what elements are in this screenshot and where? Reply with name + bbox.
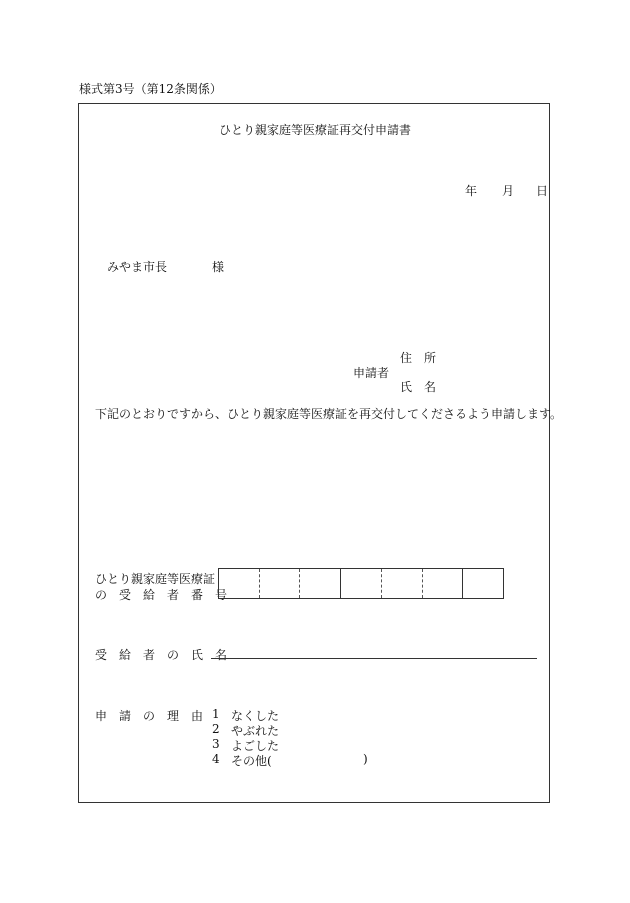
cert-number-digit[interactable]: [423, 569, 464, 598]
document-title: ひとり親家庭等医療証再交付申請書: [218, 123, 411, 137]
applicant-address-label: 住 所: [400, 351, 437, 365]
reason-option-number: 2: [212, 722, 220, 736]
reason-option-number: 3: [212, 737, 220, 751]
cert-number-digit[interactable]: [341, 569, 382, 598]
reason-option-dirty[interactable]: よごした: [231, 739, 280, 753]
form-frame: [78, 103, 550, 803]
reason-option-number: 1: [212, 707, 220, 721]
cert-number-digit[interactable]: [463, 569, 503, 598]
date-month-label: 月: [502, 184, 515, 198]
cert-number-digit[interactable]: [382, 569, 423, 598]
date-year-label: 年: [465, 184, 478, 198]
cert-number-label-line2: の 受 給 者 番 号: [95, 588, 228, 602]
reason-label: 申 請 の 理 由: [95, 709, 204, 723]
addressee-honorific: 様: [212, 260, 225, 274]
request-statement: 下記のとおりですから、ひとり親家庭等医療証を再交付してくださるよう申請します。: [95, 407, 563, 421]
cert-number-label-line1: ひとり親家庭等医療証: [95, 572, 216, 586]
applicant-name-label: 氏 名: [400, 380, 437, 394]
cert-number-digit[interactable]: [219, 569, 260, 598]
reason-option-torn[interactable]: やぶれた: [231, 724, 280, 738]
cert-number-boxes[interactable]: [218, 568, 504, 599]
reason-option-number: 4: [212, 752, 220, 766]
recipient-name-label: 受 給 者 の 氏 名: [95, 648, 228, 662]
reason-option-other[interactable]: その他(: [231, 754, 272, 768]
addressee-name: みやま市長: [107, 260, 168, 274]
recipient-name-line[interactable]: [211, 658, 537, 659]
cert-number-digit[interactable]: [300, 569, 341, 598]
date-day-label: 日: [536, 184, 549, 198]
reason-option-lost[interactable]: なくした: [231, 709, 280, 723]
form-number-label: 様式第3号（第12条関係）: [79, 82, 222, 96]
reason-other-close-paren: ): [363, 752, 368, 766]
applicant-label: 申請者: [353, 366, 390, 380]
cert-number-digit[interactable]: [260, 569, 301, 598]
